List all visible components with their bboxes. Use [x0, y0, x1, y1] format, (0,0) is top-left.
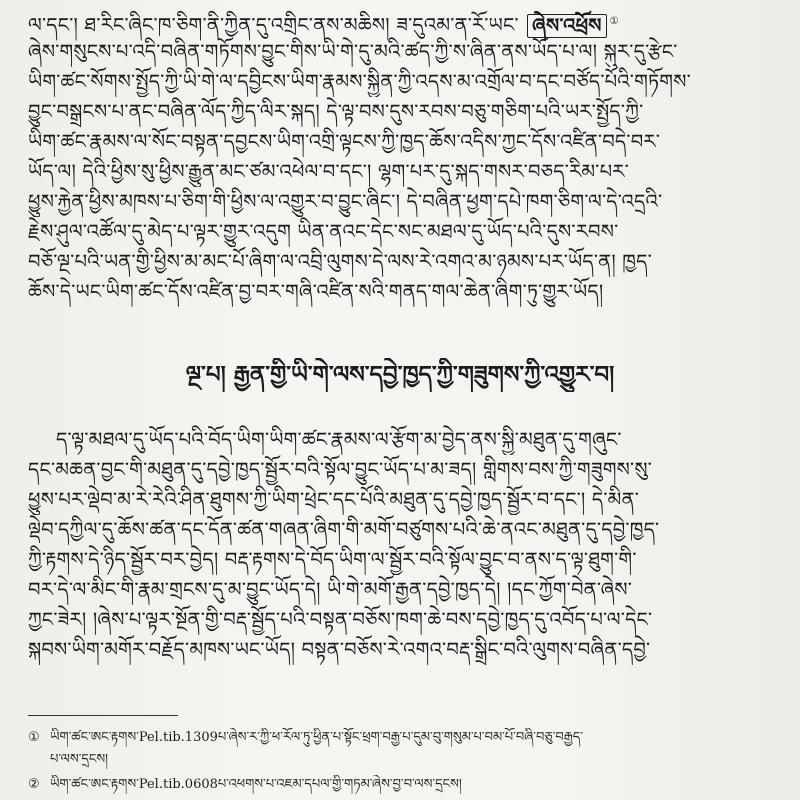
paragraph1-line-4: བྱུང་བསྒྲངས་པ་ནང་བཞིན་ལོད་ཀྱིད་ལིར་སྐད། དེ་ལྟ་བས་དུས་རབས་བཅུ་གཅིག་པའི་ཡར་སྤྱོད་ཀྱི་ [28, 100, 644, 123]
footnote-divider [28, 715, 178, 716]
paragraph1-line-8: རྗེས་ཤུལ་འཚོལ་དུ་མེད་པ་ལྟར་གྱུར་འདུག ཡིན་ནའང་དེང་སང་མཐལ་དུ་ཡོད་པའི་དུས་རབས་ [28, 220, 619, 243]
paragraph1-line-5: ཡིག་ཚང་རྣམས་ལ་སོང་བསྟན་དབྱངས་ཡིག་འགྲི་ལྟངས་ཀྱི་ཁྱད་ཆོས་འདིས་ཀྱང་དོས་འཛིན་བདེ་བར་ [28, 130, 661, 153]
paragraph1-line-10: ཆོས་དེ་ཡང་ཡིག་ཚང་དོས་འཛིན་བྱ་བར་གཞི་འཛིན་སའི་གནད་གལ་ཆེན་ཞིག་ཏུ་གྱུར་ཡོད། [28, 280, 604, 303]
paragraph2-line-1: ད་ལྟ་མཐལ་དུ་ཡོད་པའི་བོད་ཡིག་ཡིག་ཚང་རྣམས་ལ་རྩོག་མ་བྱེད་ནས་སྐྱི་མཐུན་དུ་གཞུང་ [56, 428, 622, 451]
footnote-1-continuation: པ་ལས་དྲངས། [50, 752, 109, 767]
footnote-2 [28, 775, 778, 795]
footnote-2-number: ② [28, 777, 40, 792]
paragraph2-line-6: བར་དེ་ལ་མིང་གི་རྣམ་གྲངས་དུ་མ་བྱུང་ཡོད་དེ། ཡི་གེ་མགོ་རྒྱན་དབྱེ་ཁྱད་དེ། །དང་ཀྱོག་བེན་ཞེས་ [28, 578, 633, 601]
paragraph2-line-8: སྐབས་ཡིག་མགོར་བརྗོད་མཁས་ཡང་ཡོད། བསྟན་བཅོས་རེ་འགའ་བརྡ་སྒྲིང་བའི་ལུགས་བཞིན་དབྱེ་ [28, 638, 651, 661]
inline-stamped-word: ཞེས་འཕྲོས [527, 14, 606, 38]
paragraph2-line-2: དང་མཆན་བྱང་གི་མཐུན་དུ་དབྱེ་ཁྱད་སྦྱོར་བའི་སྟོལ་བྱུང་ཡོད་པ་མ་ཟད། གླིགས་བས་ཀྱི་གཟུགས་སུ་ [28, 458, 652, 481]
paragraph2-line-5: ཀྱི་རྟགས་དེ་ཉིད་སྦྱོར་བར་བྱེད། བརྡ་རྟགས་དེ་བོད་ཡིག་ལ་སྦྱོར་བའི་སྟོལ་བྱུང་བ་ནས་ད་ལྟ་ཐུག་གི་ [28, 548, 637, 571]
paragraph1-line-6: ཡོད་ལ། དེའི་ཕྱིས་སུ་ཕྱིས་རྒྱུན་མང་ཙམ་འཕེལ་བ་དང་། ལྷག་པར་དུ་སྐད་གསར་བཅད་རིམ་པར་ [28, 160, 629, 183]
footnote-ref-1[interactable]: ① [609, 16, 619, 27]
footnote-2-text: ཡིག་ཚང་ཨང་རྟགས་Pel.tib.0608པ་འཕགས་པ་འཇམ་དཔལ་གྱི་གཏམ་ཞེས་བྱ་བ་ལས་དྲངས། [50, 777, 462, 792]
paragraph1-line-7: ཕྱུས་རྐྱེན་ཕྱིས་མཁས་པ་ཅིག་གི་ཕྱིས་ལ་འགྱུར་བ་བྱུང་ཞིང་། དེ་བཞིན་ཕྱག་དཔེ་ཁག་ཅིག་ལ་དེ་འདྲའི་ [28, 190, 663, 213]
paragraph1-line-3: ཡིག་ཚང་སོགས་སྤྱོད་ཀྱི་ཡི་གེ་ལ་དབྱིངས་ཡིག་རྣམས་སྐྱིན་ཀྱི་འདས་མ་འགྲོལ་བ་དང་བཙོད་པོའི་གཏོགས་ [28, 70, 691, 93]
paragraph2-line-3: ཕྱུས་པར་ལྡེབ་མ་རེ་རེའི་ཤིན་ཐུགས་ཀྱི་ཡིག་ཕྲེང་དང་པོའི་མཐུན་དུ་དབྱེ་ཁྱད་སྦྱོར་བ་དང་། དེ་མིན་ [28, 488, 640, 511]
paragraph2-line-4: ལྡེབ་དཀྱིལ་དུ་ཆོས་ཚན་དང་དོན་ཚན་གཞན་ཞིག་གི་མགོ་བཙུགས་པའི་ཆེ་ནའང་མཐུན་དུ་དབྱེ་ཁྱད་ [28, 518, 660, 541]
section-heading: ལྔ་པ། རྒྱན་གྱི་ཡི་གེ་ལས་དབྱེ་ཁྱད་ཀྱི་གཟུགས་ཀྱི་འགྱུར་བ། [185, 361, 615, 388]
paragraph1-line-1: ལ་དང་། ཐ་རིང་ཞིང་ཁ་ཅིག་ནི་ཀྱིན་དུ་འགྲིང་ནས་མཆིས། ཟ་དུའམ་ན་རོ་ཡང་ ཞེས་འཕྲོས ① [28, 13, 619, 37]
footnote-1-number: ① [28, 730, 40, 745]
paragraph1-line-9: བཅོ་ལྔ་པའི་ཡན་གྱི་ཕྱིས་མ་མང་པོ་ཞིག་ལ་འབྲི་ལུགས་དེ་ལས་རེ་འགའ་མ་ཉམས་པར་ཡོད་ན། ཁྱད་ [28, 250, 652, 273]
footnote-1-text: ཡིག་ཚང་ཨང་རྟགས་Pel.tib.1309པ་ཞེས་ར་ཀྱི་ཕ་རོལ་ཏུ་ཕྱིན་པ་སྟོང་ཕྲག་བརྒྱ་པ་དུམ་བུ་གསུམ་པ་བམ་པོ་བཞི་བཅུ་བརྒྱད་ [50, 730, 584, 745]
paragraph2-line-7: ཀྱང་ཟེར། །ཞེས་པ་ལྟར་སྔོན་གྱི་བརྡ་སྦྱོད་པའི་བསྟན་བཅོས་ཁག་ཆེ་བས་དབྱེ་ཁྱད་དུ་འབོད་པ་ལ་དེང་ [28, 608, 653, 631]
paragraph1-line-2: ཞེས་གསུངས་པ་འདི་བཞིན་གཏོགས་བྱུང་གིས་ཡི་གེ་དུ་མའི་ཚད་ཀྱི་ས་ཞིན་ནས་ཡོད་པ་ལ། སྐུར་དུ་རྩེང་ [28, 40, 678, 63]
footnote-1 [28, 728, 778, 748]
